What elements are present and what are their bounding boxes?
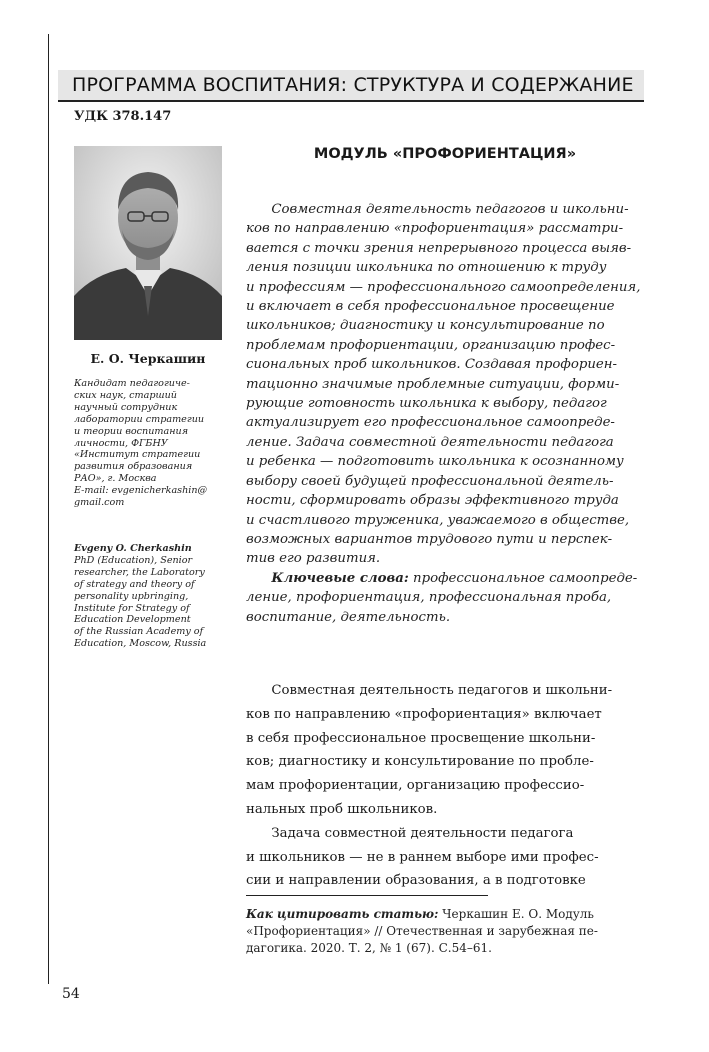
keywords-line: воспитание, деятельность. (246, 609, 451, 625)
abstract-line: и профессиям — профессионального самоопределения, (246, 279, 641, 295)
citation-line (246, 906, 650, 923)
bio-ru-line: «Институт стратегии (74, 449, 201, 461)
udk-code: УДК 378.147 (74, 109, 172, 124)
abstract-line: тив его развития. (246, 551, 381, 567)
abstract-line: актуализирует его профессиональное самоопреде- (246, 415, 615, 431)
bio-en-line: Education, Moscow, Russia (74, 638, 207, 650)
abstract-line: выбору своей будущей профессиональной деятель- (246, 473, 614, 489)
body-line: мам профориентации, организацию профессио- (246, 778, 585, 794)
bio-ru-line: научный сотрудник (74, 401, 178, 413)
keywords-line (246, 569, 650, 588)
author-bio-ru (74, 378, 229, 509)
abstract-line: тационно значимые проблемные ситуации, форми- (246, 376, 620, 392)
abstract-line: ков по направлению «профориентация» рассматри- (246, 221, 624, 237)
article-abstract (246, 200, 650, 627)
body-line: нальных проб школьников. (246, 801, 438, 817)
bio-ru-line: и теории воспитания (74, 425, 189, 437)
author-bio-en (74, 543, 229, 650)
body-line: Совместная деятельность педагогов и школьни- (246, 683, 613, 698)
bio-ru-line: лаборатории стратегии (74, 413, 205, 425)
abstract-line: и включает в себя профессиональное просвещение (246, 299, 615, 315)
abstract-line: ности, сформировать образы эффективного труда (246, 493, 619, 509)
running-title: ПРОГРАММА ВОСПИТАНИЯ: СТРУКТУРА И СОДЕРЖАНИЕ (72, 74, 634, 96)
body-line: и школьников — не в раннем выборе ими профес- (246, 849, 599, 865)
keywords-line: ление, профориентация, профессиональная проба, (246, 590, 612, 606)
author-email: gmail.com (74, 497, 125, 509)
bio-en-line: Institute for Strategy of (74, 602, 190, 614)
body-line: сии и направлении образования, а в подготовке (246, 873, 586, 889)
page-number: 54 (62, 986, 80, 1002)
abstract-line: сиональных проб школьников. Создавая профориен- (246, 357, 618, 373)
running-header (58, 70, 644, 102)
article-body (246, 679, 650, 893)
abstract-line: проблемам профориентации, организацию профес- (246, 337, 616, 353)
bio-ru-line: Кандидат педагогиче- (74, 378, 190, 389)
bio-ru-line: личности, ФГБНУ (74, 437, 168, 449)
abstract-line: и ребенка — подготовить школьника к осознанному (246, 454, 624, 470)
author-name: Е. О. Черкашин (90, 351, 206, 366)
body-line: ков; диагностику и консультирование по пробле- (246, 754, 594, 770)
abstract-line: и счастливого труженика, уважаемого в обществе, (246, 512, 630, 528)
abstract-line: ления позиции школьника по отношению к труду (246, 260, 607, 276)
abstract-line: вается с точки зрения непрерывного процесса выяв- (246, 240, 632, 256)
bio-ru-line: ских наук, старший (74, 389, 177, 401)
article-title: МОДУЛЬ «ПРОФОРИЕНТАЦИЯ» (313, 146, 577, 162)
footnote-rule (246, 895, 488, 896)
bio-ru-line: РАО», г. Москва (74, 473, 157, 485)
bio-en-line: PhD (Education), Senior (74, 554, 193, 566)
bio-ru-line: развития образования (74, 461, 193, 473)
author-name-en: Evgeny O. Cherkashin (74, 543, 192, 554)
body-line: ков по направлению «профориентация» включает (246, 706, 602, 722)
bio-en-line: researcher, the Laboratory (74, 566, 205, 578)
author-photo-image (74, 146, 222, 340)
bio-en-line: personality upbringing, (74, 590, 189, 602)
author-photo (74, 146, 222, 340)
abstract-line: возможных вариантов трудового пути и перспек- (246, 531, 613, 547)
abstract-line: ление. Задача совместной деятельности педагога (246, 434, 614, 450)
body-line: в себя профессиональное просвещение школьни- (246, 730, 596, 746)
keywords-text: профессиональное самоопреде- (408, 570, 638, 586)
abstract-line: Совместная деятельность педагогов и школьни- (246, 202, 629, 217)
author-email: E-mail: evgenicherkashin@ (74, 485, 208, 497)
bio-en-line: Education Development (74, 614, 191, 626)
bio-en-line: of the Russian Academy of (74, 626, 204, 638)
abstract-line: рующие готовность школьника к выбору, педагог (246, 396, 607, 412)
citation-line: «Профориентация» // Отечественная и зарубежная пе- (246, 924, 598, 938)
citation-label: Как цитировать статью: (246, 907, 439, 921)
keywords-label: Ключевые слова: (271, 570, 409, 586)
citation-line: дагогика. 2020. Т. 2, № 1 (67). С.54–61. (246, 941, 492, 955)
left-margin-rule (48, 34, 49, 984)
citation (246, 906, 650, 957)
abstract-line: школьников; диагностику и консультирование по (246, 318, 605, 334)
body-line: Задача совместной деятельности педагога (246, 825, 574, 841)
citation-text: Черкашин Е. О. Модуль (438, 907, 594, 921)
bio-en-line: of strategy and theory of (74, 578, 195, 590)
